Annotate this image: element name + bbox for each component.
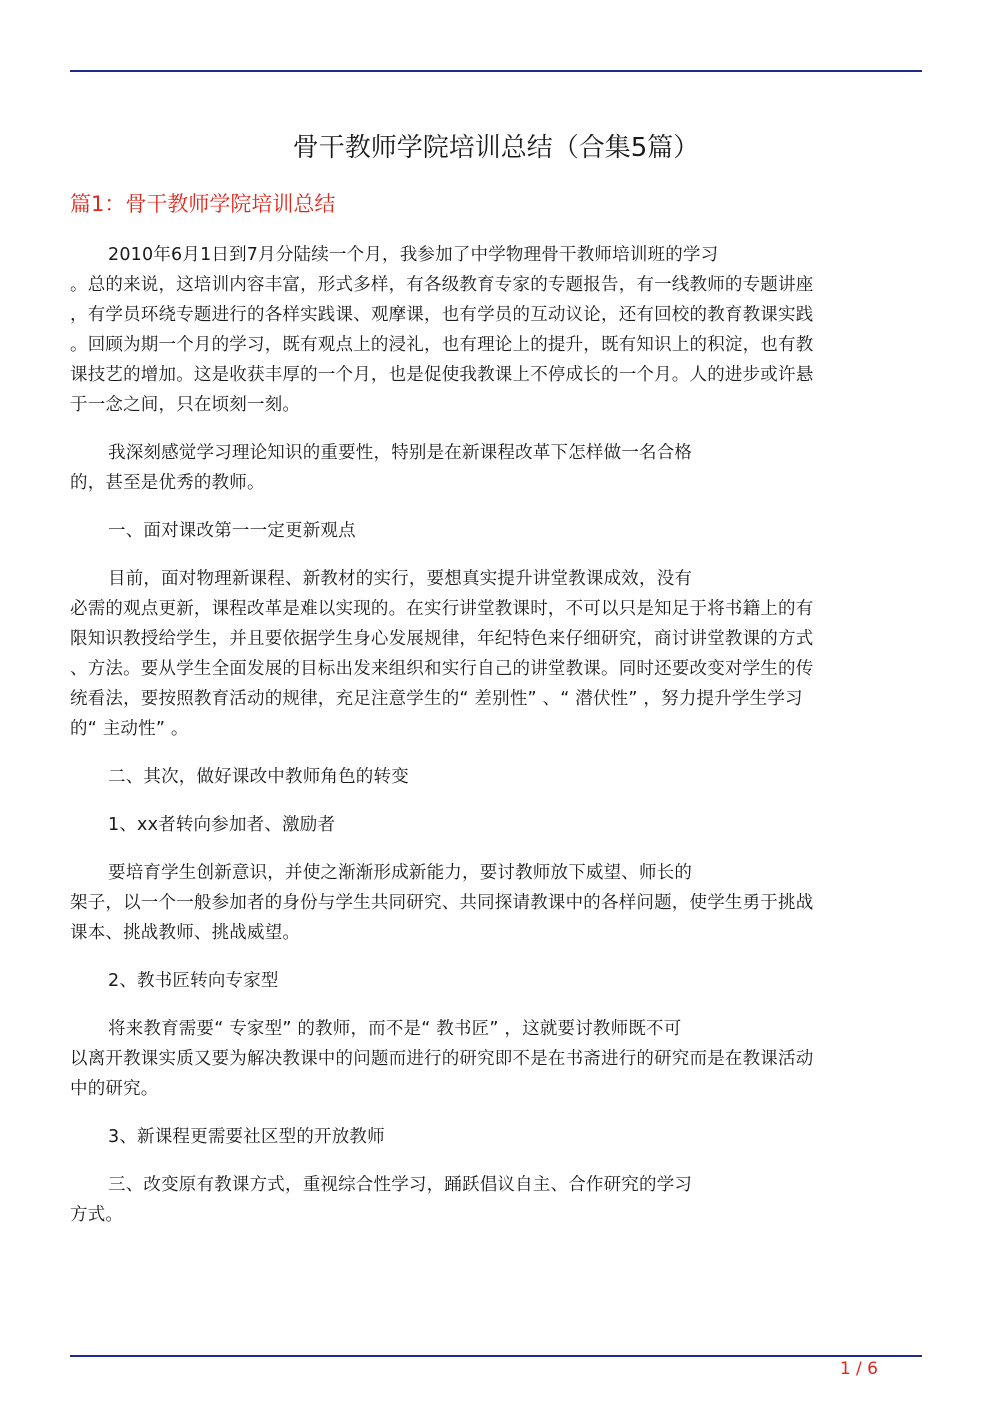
- text-line: 。总的来说，这培训内容丰富，形式多样，有各级教育专家的专题报告，有一线教师的专题讲座: [70, 275, 814, 295]
- text-line: 的“ 主动性” 。: [70, 719, 189, 739]
- text-line: 一、面对课改第一一定更新观点: [108, 521, 356, 541]
- text-line: 三、改变原有教课方式，重视综合性学习，踊跃倡议自主、合作研究的学习: [108, 1175, 693, 1195]
- text-line: 中的研究。: [70, 1079, 159, 1099]
- text-line: 二、其次，做好课改中教师角色的转变: [108, 767, 409, 787]
- paragraph: [70, 240, 912, 420]
- text-line: 以离开教课实质又要为解决教课中的问题而进行的研究即不是在书斋进行的研究而是在教课活动: [70, 1049, 814, 1069]
- text-line: 的，甚至是优秀的教师。: [70, 473, 265, 493]
- text-line: 于一念之间，只在顷刻一刻。: [70, 395, 301, 415]
- section-heading: 篇1：骨干教师学院培训总结: [70, 192, 336, 216]
- text-line: 、方法。要从学生全面发展的目标出发来组织和实行自己的讲堂教课。同时还要改变对学生的传: [70, 659, 814, 679]
- paragraph: [70, 1170, 912, 1230]
- text-line: 方式。: [70, 1205, 124, 1225]
- page-title: 骨干教师学院培训总结（合集5篇）: [292, 133, 700, 163]
- paragraph: [70, 1014, 912, 1104]
- page-number: 1 / 6: [839, 1359, 878, 1379]
- text-line: 课技艺的增加。这是收获丰厚的一个月，也是促使我教课上不停成长的一个月。人的进步或许悬: [70, 365, 814, 385]
- subheading: [70, 516, 912, 546]
- text-line: 。回顾为期一个月的学习，既有观点上的浸礼，也有理论上的提升，既有知识上的积淀，也有教: [70, 335, 814, 355]
- text-line: ，有学员环绕专题进行的各样实践课、观摩课，也有学员的互动议论，还有回校的教育教课实践: [70, 305, 814, 325]
- header-rule: [70, 70, 922, 72]
- text-line: 2010年6月1日到7月分陆续一个月，我参加了中学物理骨干教师培训班的学习: [108, 245, 719, 265]
- subheading: [70, 966, 912, 996]
- text-line: 架子，以一个一般参加者的身份与学生共同研究、共同探请教课中的各样问题，使学生勇于挑战: [70, 893, 814, 913]
- text-line: 1、xx者转向参加者、激励者: [108, 815, 336, 835]
- text-line: 3、新课程更需要社区型的开放教师: [108, 1127, 385, 1147]
- text-line: 我深刻感觉学习理论知识的重要性，特别是在新课程改革下怎样做一名合格: [108, 443, 693, 463]
- text-line: 课本、挑战教师、挑战威望。: [70, 923, 301, 943]
- footer-rule: [70, 1355, 922, 1357]
- document-body: [70, 240, 912, 1248]
- text-line: 将来教育需要“ 专家型” 的教师，而不是“ 教书匠” ，这就要讨教师既不可: [108, 1019, 682, 1039]
- text-line: 2、教书匠转向专家型: [108, 971, 279, 991]
- paragraph: [70, 858, 912, 948]
- paragraph: [70, 564, 912, 744]
- subheading: [70, 810, 912, 840]
- text-line: 必需的观点更新，课程改革是难以实现的。在实行讲堂教课时，不可以只是知足于将书籍上的有: [70, 599, 814, 619]
- subheading: [70, 1122, 912, 1152]
- text-line: 限知识教授给学生，并且要依据学生身心发展规律，年纪特色来仔细研究，商讨讲堂教课的方式: [70, 629, 814, 649]
- text-line: 要培育学生创新意识，并使之渐渐形成新能力，要讨教师放下威望、师长的: [108, 863, 693, 883]
- text-line: 统看法，要按照教育活动的规律，充足注意学生的“ 差别性” 、“ 潜伏性” ，努力提升学生学习: [70, 689, 803, 709]
- text-line: 目前，面对物理新课程、新教材的实行，要想真实提升讲堂教课成效，没有: [108, 569, 693, 589]
- subheading: [70, 762, 912, 792]
- paragraph: [70, 438, 912, 498]
